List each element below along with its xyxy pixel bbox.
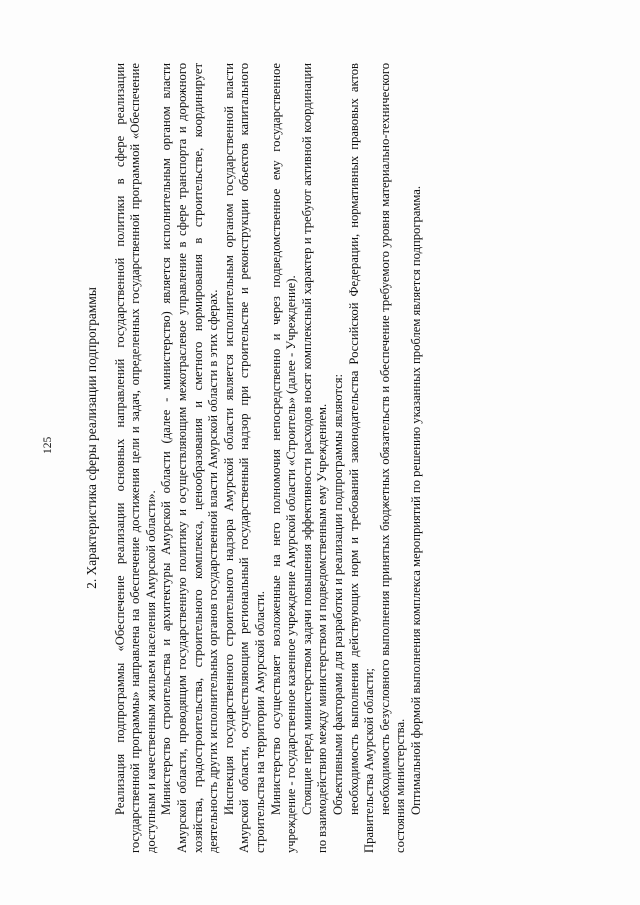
section-heading: 2. Характеристика сферы реализации подпрограммы (84, 287, 99, 589)
paragraph-5: Стоящие перед министерством задачи повышения эффективности расходов носят комплексный характер и требуют активной координации по взаимодействию между министерством и подведомственным ему Учреждением. (299, 63, 330, 853)
rotated-content (84, 63, 424, 853)
paragraph-6: Объективными факторами для разработки и реализации подпрограммы являются: (330, 373, 345, 815)
page-number: 125 (42, 436, 54, 454)
paragraph-9: Оптимальной формой выполнения комплекса мероприятий по решению указанных проблем является подпрограмма. (408, 186, 423, 815)
paragraph-2: Министерство строительства и архитектуры Амурской области (далее - министерство) является исполнительным органом власти Амурской области, проводящим государственную политику и осуществляющим межотраслевое управление в сфере транспорта и дорожного хозяйства, градостроительства, строительного комплекса, ценообразования и сметного нормирования в строительстве, координирует деятельность других исполнительных органов государственной власти Амурской области в этих сферах. (159, 63, 221, 853)
paragraph-8: необходимость безусловного выполнения принятых бюджетных обязательств и обеспечение требуемого уровня материально-технического состояния министерства. (377, 63, 408, 853)
paragraph-3: Инспекция государственного строительного надзора Амурской области является исполнительным органом государственной власти Амурской области, осуществляющим региональный государственный надзор при строительстве и реконструкции объектов капитального строительства на территории Амурской области. (221, 63, 267, 853)
paragraph-7: необходимость выполнения действующих норм и требований законодательства Российской Федерации, нормативных правовых актов Правительства Амурской области; (346, 63, 377, 853)
paragraph-1: Реализация подпрограммы «Обеспечение реализации основных направлений государственной политики в сфере реализации государственной программы» направлена на обеспечение достижения цели и задач, определенных государственной программой «Обеспечение доступным и качественным жильем населения Амурской области». (112, 63, 158, 853)
paragraph-4: Министерство осуществляет возложенные на него полномочия непосредственно и через подведомственное ему государственное учреждение - государственное казенное учреждение Амурской области «Строитель» (далее - Учреждение). (268, 63, 299, 853)
